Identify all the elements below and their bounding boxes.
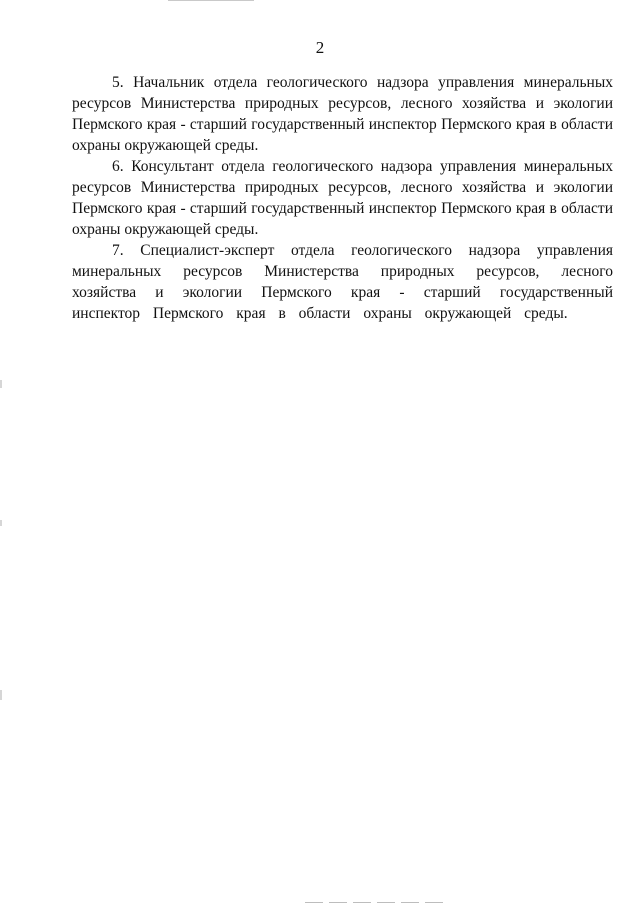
page-number: 2 [315, 38, 325, 57]
scan-artifact-bottom [305, 902, 445, 903]
paragraph-item-5: 5. Начальник отдела геологического надзора управления минеральных ресурсов Министерства природных ресурсов, лесного хозяйства и экологии Пермского края - старший государственный инспектор Пермского края в области охраны окружающей среды. [72, 74, 613, 154]
scan-edge-mark [0, 380, 2, 388]
scan-artifact-top [168, 0, 254, 1]
scan-edge-mark [0, 520, 2, 526]
paragraph-item-6: 6. Консультант отдела геологического надзора управления минеральных ресурсов Министерства природных ресурсов, лесного хозяйства и экологии Пермского края - старший государственный инспектор Пермского края в области охраны окружающей среды. [72, 158, 613, 238]
document-body [72, 72, 613, 324]
paragraph-item-7: 7. Специалист-эксперт отдела геологического надзора управления минеральных ресурсов Министерства природных ресурсов, лесного хозяйства и экологии Пермского края - старший государственный инспектор Пермского края в области охраны окружающей среды. [72, 242, 613, 322]
scan-edge-mark [0, 690, 2, 700]
